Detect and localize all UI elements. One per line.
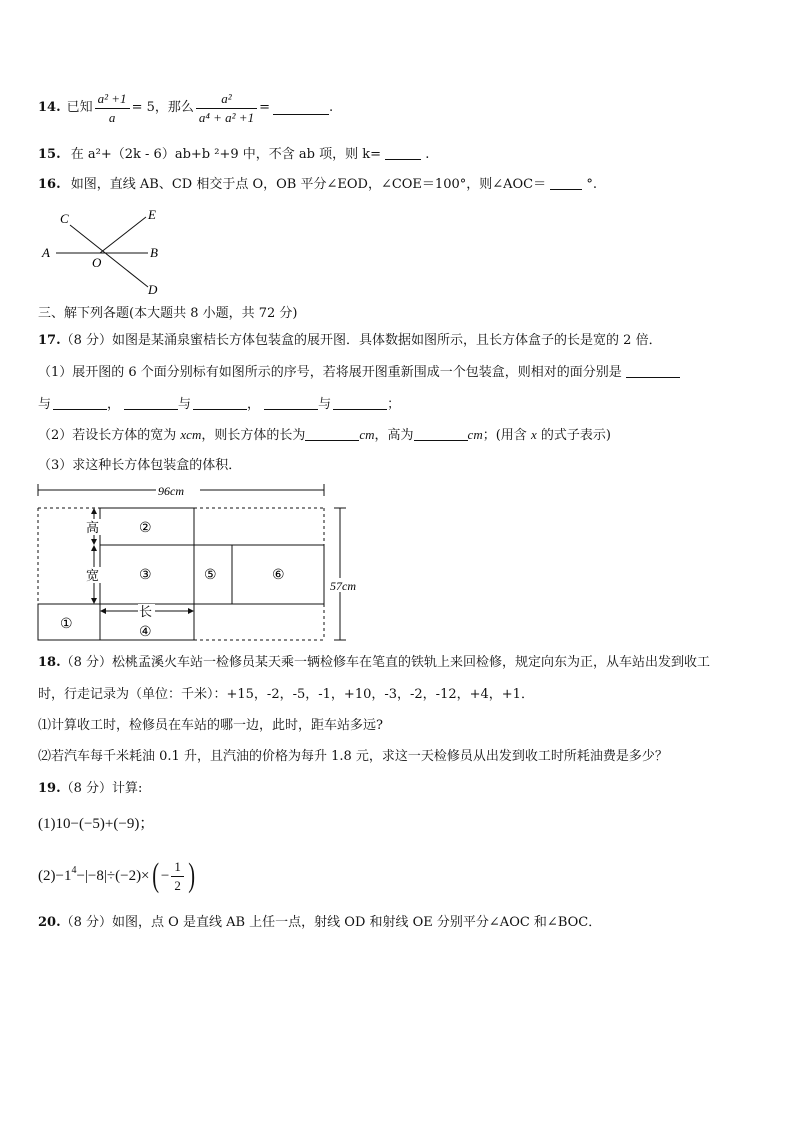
answer-blank <box>333 397 387 410</box>
question-18-line2: 时，行走记录为（单位：千米）：+15，-2，-5，-1，+10，-3，-2，-12，+4，+1． <box>38 687 534 702</box>
question-number: 18. <box>38 655 61 670</box>
label-c: C <box>60 211 69 226</box>
arrowhead <box>91 539 97 545</box>
question-15 <box>38 146 429 164</box>
dim-96-label: 96cm <box>158 484 184 498</box>
question-number: 19. <box>38 781 61 796</box>
label-gao: 高 <box>86 520 100 535</box>
face-5-label: ⑤ <box>204 568 217 583</box>
label-e: E <box>148 207 156 222</box>
fraction-a2-over-a4: $\frac{\text{a²}}{\text{a⁴ + a² +1}}$ <box>196 90 257 127</box>
right-paren: ) <box>188 857 195 894</box>
question-19-expr1: (1)10−(−5)+(−9)； <box>38 816 155 832</box>
question-19 <box>38 780 142 798</box>
label-a: A <box>42 245 50 260</box>
face-6-label: ⑥ <box>272 568 285 583</box>
question-17-part3: （3）求这种长方体包装盒的体积． <box>38 458 242 473</box>
question-text: （8 分）如图，点 O 是直线 AB 上任一点，射线 OD 和射线 OE 分别平分∠AOC 和∠BOC． <box>60 915 602 930</box>
question-17-part1-blanks: 与 ， 与 ， 与 ； <box>38 397 401 412</box>
degree-suffix: °. <box>586 177 598 192</box>
answer-blank <box>264 397 318 410</box>
period: . <box>425 147 430 162</box>
dim-57-label: 57cm <box>330 579 356 593</box>
question-19-expr2: (2)−1 $^4$ −|−8|÷(−2)× ( − $\frac{1}{2}$ ) <box>38 857 195 894</box>
equals-sign: = <box>259 100 270 115</box>
question-14 <box>38 86 333 130</box>
fraction-one-half: $\frac{1}{2}$ <box>171 858 184 895</box>
question-16 <box>38 176 597 194</box>
question-text: （8 分）如图是某涌泉蜜桔长方体包装盒的展开图．具体数据如图所示，且长方体盒子的长是宽的 2 倍． <box>60 333 662 348</box>
answer-blank <box>550 177 582 190</box>
answer-blank <box>53 397 107 410</box>
question-18-part1: ⑴计算收工时，检修员在车站的哪一边，此时，距车站多远? <box>38 718 383 733</box>
question-number: 14. <box>38 100 61 115</box>
left-paren: ( <box>151 857 159 894</box>
question-17-part2: （2）若设长方体的宽为 xcm，则长方体的长为 cm，高为 cm；(用含 x 的式子表示) <box>38 427 611 443</box>
question-20 <box>38 914 601 932</box>
question-text: 在 a²+（2k - 6）ab+b ²+9 中，不含 ab 项，则 k= <box>70 147 381 162</box>
answer-blank <box>305 428 359 441</box>
arrowhead <box>91 598 97 604</box>
label-d: D <box>148 282 158 297</box>
face-1-label: ① <box>60 617 73 632</box>
period: . <box>328 100 334 115</box>
arrowhead <box>188 608 194 614</box>
ray-oe <box>100 217 146 253</box>
question-number: 16. <box>38 177 61 192</box>
answer-blank <box>385 147 421 160</box>
question-number: 17. <box>38 333 61 348</box>
question-text: 已知 <box>66 100 93 115</box>
section-3-heading: 三、解下列各题(本大题共 8 小题，共 72 分) <box>38 306 298 321</box>
figure-17-box-net <box>34 480 364 646</box>
question-17-intro <box>38 332 662 350</box>
answer-blank <box>414 428 468 441</box>
equation-text: = 5，那么 <box>131 100 194 115</box>
question-17-part1: （1）展开图的 6 个面分别标有如图所示的序号，若将展开图重新围成一个包装盒，则相对的面分别是 <box>38 364 680 382</box>
label-chang: 长 <box>139 604 153 619</box>
question-18-line1 <box>38 654 710 672</box>
label-o: O <box>92 255 102 270</box>
arrowhead <box>100 608 106 614</box>
answer-blank <box>124 397 178 410</box>
answer-blank <box>273 102 329 115</box>
label-kuan: 宽 <box>86 568 100 583</box>
question-text: （8 分）计算: <box>60 781 143 796</box>
answer-blank <box>626 365 680 378</box>
arrowhead <box>91 508 97 514</box>
question-18-part2: ⑵若汽车每千米耗油 0.1 升，且汽油的价格为每升 1.8 元，求这一天检修员从出发到收工时所耗油费是多少？ <box>38 749 668 764</box>
face-2-label: ② <box>139 521 152 536</box>
face-3-label: ③ <box>139 568 152 583</box>
question-number: 20. <box>38 915 61 930</box>
question-text: （8 分）松桃孟溪火车站一检修员某天乘一辆检修车在笔直的铁轨上来回检修，规定向东为正，从车站出发到收工 <box>60 655 711 670</box>
face-4-label: ④ <box>139 625 152 640</box>
arrowhead <box>91 545 97 551</box>
question-number: 15. <box>38 147 61 162</box>
line-cd <box>70 225 148 287</box>
figure-16-intersecting-lines <box>38 205 178 297</box>
label-b: B <box>150 245 158 260</box>
answer-blank <box>193 397 247 410</box>
question-text: 如图，直线 AB、CD 相交于点 O，OB 平分∠EOD，∠COE＝100°，则∠AOC＝ <box>70 177 547 192</box>
fraction-a2-plus-1-over-a: $\frac{\text{a² +1}}{a}$ <box>95 90 130 127</box>
minus-sign: − <box>160 868 170 884</box>
